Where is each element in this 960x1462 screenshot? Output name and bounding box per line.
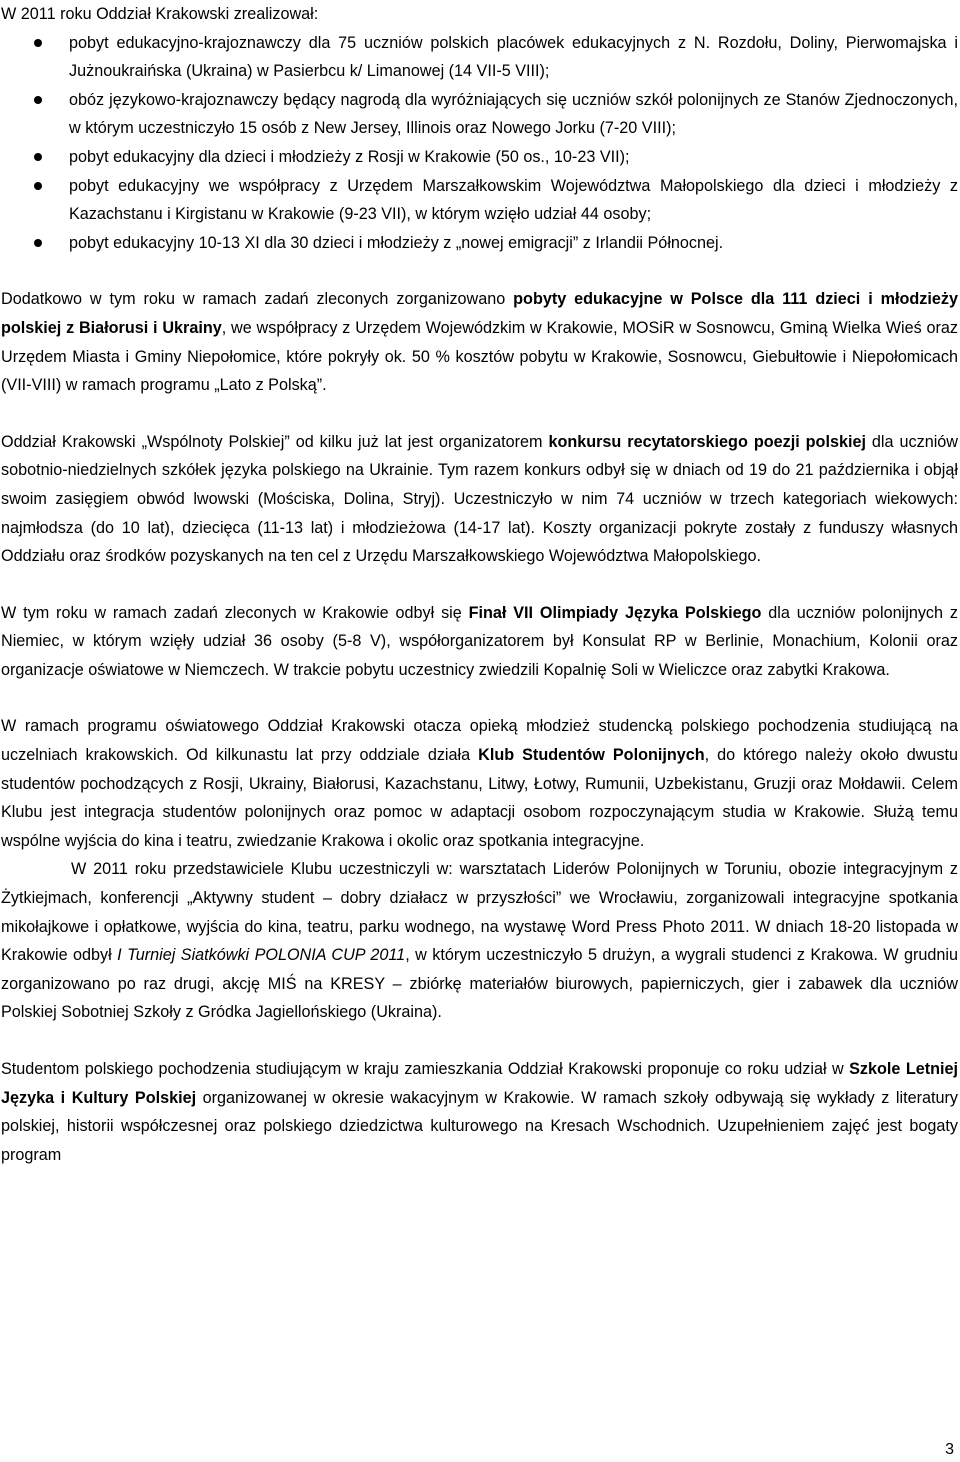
page-number: 3 [945,1441,954,1458]
paragraph-club-activities [0,855,958,1027]
text-run: , w którym uczestniczyło 5 drużyn, a wygrali studenci z Krakowa. W grudniu zorganizowano po raz drugi, akcję MIŚ na KRESY – zbiórkę materiałów biurowych, papierniczych, gier i zabawek dla uczniów Polskiej Sobotniej Szkoły z Gródka Jagiellońskiego (Ukraina). [1,946,958,1022]
paragraph-spacer [0,684,958,712]
text-run: Dodatkowo w tym roku w ramach zadań zleconych zorganizowano [1,290,514,309]
italic-text: I Turniej Siatkówki POLONIA CUP 2011 [117,946,406,965]
list-item: pobyt edukacyjny we współpracy z Urzędem Marszałkowskim Województwa Małopolskiego dla dzieci i młodzieży z Kazachstanu i Kirgistanu w Krakowie (9-23 VII), w którym wzięło udział 44 osoby; [0,172,958,229]
text-run: , do którego należy około dwustu studentów pochodzących z Rosji, Ukrainy, Białorusi, Kazachstanu, Litwy, Łotwy, Rumunii, Uzbekistanu, Gruzji oraz Mołdawii. Celem Klubu jest integracja studentów polonijnych oraz pomoc w adaptacji osobom rozpoczynającym studia w Krakowie. Służą temu wspólne wyjścia do kina i teatru, zwiedzanie Krakowa i okolic oraz spotkania integracyjne. [1,746,959,850]
paragraph-recitation-contest [0,428,958,571]
text-run: dla uczniów sobotnio-niedzielnych szkółek języka polskiego na Ukrainie. Tym razem konkurs odbył się w dniach od 19 do 21 października i objął swoim zasięgiem obwód lwowski (Mościska, Dolina, Stryj). Uczestniczyło w nim 74 uczniów w trzech kategoriach wiekowych: najmłodsza (do 10 lat), dziecięca (11-13 lat) i młodzieżowa (14-17 lat). Koszty organizacji pokryte zostały z funduszy własnych Oddziału oraz środków pozyskanych na ten cel z Urzędu Marszałkowskiego Województwa Małopolskiego. [1,432,958,566]
bold-text: Klub Studentów Polonijnych [478,746,705,765]
bold-text: konkursu recytatorskiego poezji polskiej [548,432,866,451]
text-run: Oddział Krakowski „Wspólnoty Polskiej” od kilku już lat jest organizatorem [1,432,549,451]
paragraph-student-club [0,712,958,855]
text-run: , we współpracy z Urzędem Wojewódzkim w Krakowie, MOSiR w Sosnowcu, Gminą Wielka Wieś oraz Urzędem Miasta i Gminy Niepołomice, które pokryły ok. 50 % kosztów pobytu w Krakowie, Sosnowcu, Giebułtowie i Niepołomicach (VII-VIII) w ramach programu „Lato z Polską”. [1,318,958,395]
list-item: pobyt edukacyjno-krajoznawczy dla 75 uczniów polskich placówek edukacyjnych z N. Rozdołu, Doliny, Pierwomajska i Jużnoukraińska (Ukraina) w Pasierbcu k/ Limanowej (14 VII-5 VIII); [0,29,958,86]
paragraph-spacer [0,257,958,285]
activity-list [0,29,958,258]
list-item: obóz językowo-krajoznawczy będący nagrodą dla wyróżniających się uczniów szkół polonijnych ze Stanów Zjednoczonych, w którym uczestniczyło 15 osób z New Jersey, Illinois oraz Nowego Jorku (7-20 VIII); [0,86,958,143]
bold-text: pobyty edukacyjne w Polsce dla 111 dzieci i młodzieży polskiej z Białorusi i Ukrainy [1,290,958,337]
list-item: pobyt edukacyjny 10-13 XI dla 30 dzieci i młodzieży z „nowej emigracji” z Irlandii Północnej. [0,229,958,258]
paragraph-summer-school [0,1055,958,1169]
text-run: W 2011 roku przedstawiciele Klubu uczestniczyli w: warsztatach Liderów Polonijnych w Toruniu, obozie integracyjnym z Żytkiejmach, konferencji „Aktywny student – dobry działacz w przyszłości” we Wrocławiu, zorganizowali integracyjne spotkania mikołajkowe i opłatkowe, wyjścia do kina, teatru, parku wodnego, na wystawę Word Press Photo 2011. W dniach 18-20 listopada w Krakowie odbył [1,860,958,965]
text-run: W ramach programu oświatowego Oddział Krakowski otacza opieką młodzież studencką polskiego pochodzenia studiującą na uczelniach krakowskich. Od kilkunastu lat przy oddziale działa [1,717,958,765]
paragraph-spacer [0,1027,958,1055]
text-run: organizowanej w okresie wakacyjnym w Krakowie. W ramach szkoły odbywają się wykłady z literatury polskiej, historii współczesnej oraz polskiego dziedzictwa kulturowego na Kresach Wschodnich. Uzupełnieniem zajęć jest bogaty program [1,1088,958,1164]
text-run: dla uczniów polonijnych z Niemiec, w którym wzięły udział 36 osoby (5-8 V), współorganizatorem był Konsulat RP w Berlinie, Monachium, Kolonii oraz organizacje oświatowe w Niemczech. W trakcie pobytu uczestnicy zwiedzili Kopalnię Soli w Wieliczce oraz zabytki Krakowa. [1,603,958,679]
intro-line: W 2011 roku Oddział Krakowski zrealizował: [1,5,319,23]
paragraph-educational-stays [0,285,958,399]
paragraph-spacer [0,571,958,599]
bold-text: Szkole Letniej Języka i Kultury Polskiej [1,1060,958,1107]
list-item: pobyt edukacyjny dla dzieci i młodzieży z Rosji w Krakowie (50 os., 10-23 VII); [0,143,958,172]
bold-text: Finał VII Olimpiady Języka Polskiego [468,603,762,622]
text-run: Studentom polskiego pochodzenia studiującym w kraju zamieszkania Oddział Krakowski proponuje co roku udział w [1,1060,850,1078]
text-run: W tym roku w ramach zadań zleconych w Krakowie odbył się [1,603,469,622]
paragraph-olympiad [0,599,958,685]
paragraph-spacer [0,400,958,428]
